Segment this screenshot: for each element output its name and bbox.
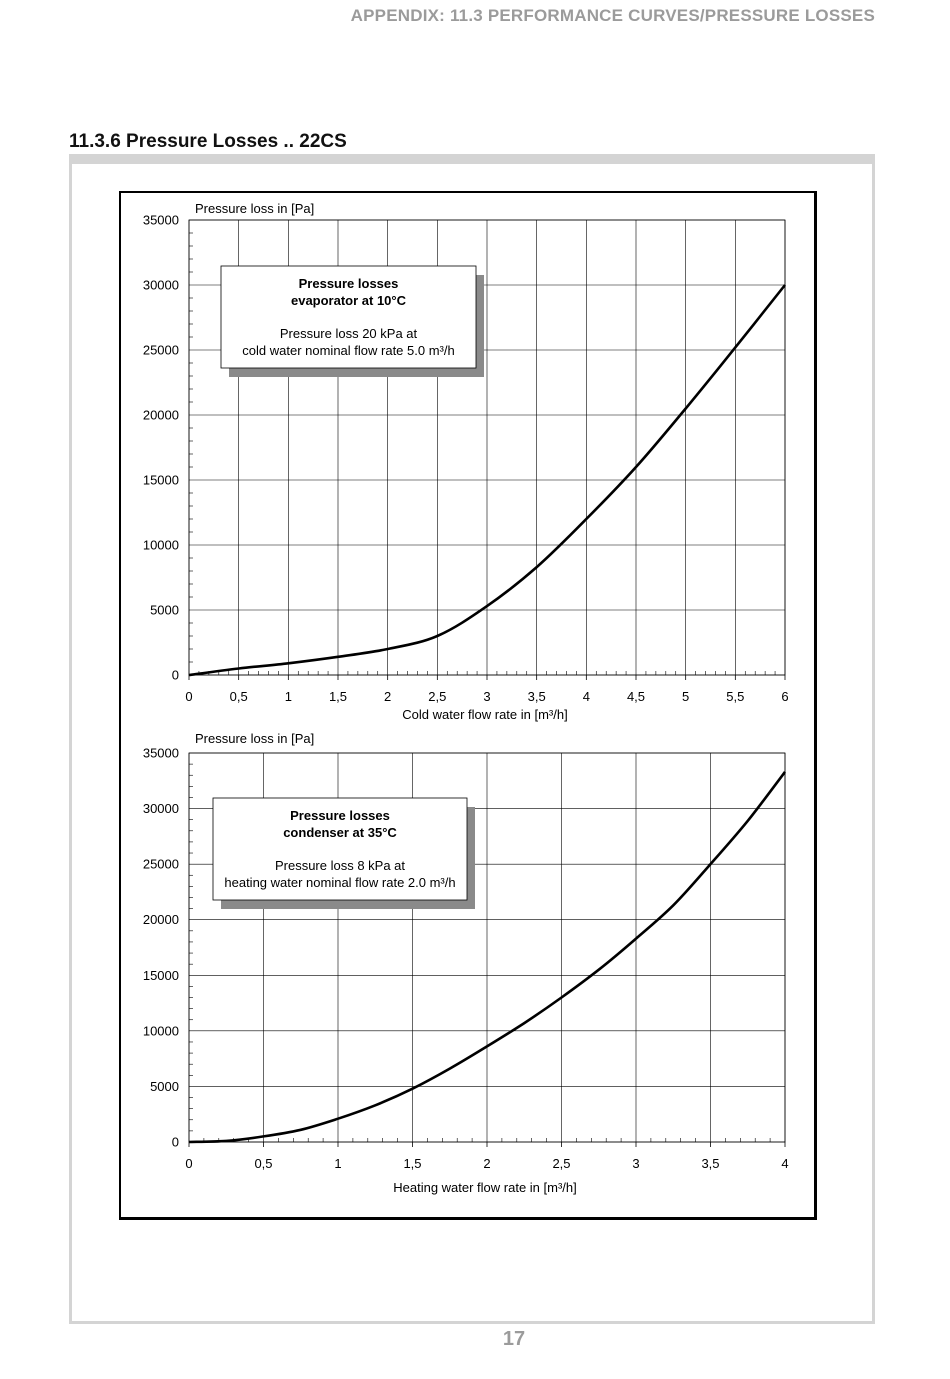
chart1-x-tick-label: 6 [781,689,789,704]
chart2-y-tick-label: 25000 [142,856,179,872]
chart2-x-tick-label: 3,5 [701,1156,720,1171]
chart2-y-tick-label: 5000 [150,1078,179,1094]
chart2-x-tick-label: 1,5 [403,1156,422,1171]
page-header: APPENDIX: 11.3 PERFORMANCE CURVES/PRESSURE LOSSES [350,6,875,25]
chart2-annotation-note: heating water nominal flow rate 2.0 m³/h [224,875,456,890]
chart2-x-tick-label: 4 [781,1156,789,1171]
chart1-x-tick-label: 4,5 [626,689,646,704]
chart1-annotation-title: evaporator at 10°C [290,293,407,308]
chart2-y-tick-label: 30000 [142,801,179,817]
chart1-x-tick-label: 3 [483,689,491,704]
chart2-annotation-note: Pressure loss 8 kPa at [274,858,406,873]
chart1-x-tick-label: 2 [384,689,392,704]
chart1-x-tick-label: 5 [682,689,690,704]
chart2-x-tick-label: 0,5 [254,1156,273,1171]
chart1-annotation-note: Pressure loss 20 kPa at [279,326,418,341]
chart2-x-axis-label: Heating water flow rate in [m³/h] [393,1180,577,1195]
chart1-y-tick-label: 25000 [142,342,179,358]
chart1-annotation-title: Pressure losses [298,276,399,291]
chart1-x-tick-label: 1,5 [328,689,348,704]
chart2-y-tick-label: 35000 [142,745,179,761]
chart1-x-tick-label: 2,5 [428,689,447,704]
chart2-y-tick-label: 15000 [142,967,179,983]
chart2-annotation-title: Pressure losses [290,808,390,823]
page-number: 17 [502,1328,526,1350]
chart1-y-tick-label: 15000 [142,472,179,488]
chart2-x-tick-label: 2 [483,1156,491,1171]
chart1-x-tick-label: 0,5 [229,689,248,704]
chart1-x-tick-label: 4 [582,689,590,704]
chart1-annotation-note: cold water nominal flow rate 5.0 m³/h [242,343,455,358]
chart1-y-tick-label: 35000 [142,212,179,228]
chart1-y-tick-label: 5000 [150,602,179,618]
chart1-x-tick-label: 3,5 [527,689,546,704]
chart2-y-tick-label: 20000 [142,912,179,928]
chart2-annotation-title: condenser at 35°C [283,825,397,840]
section-title: 11.3.6 Pressure Losses .. 22CS [69,131,347,152]
chart2-y-tick-label: 10000 [142,1023,179,1039]
chart1-y-tick-label: 0 [171,667,179,683]
chart2-y-tick-label: 0 [171,1134,179,1150]
chart1-y-tick-label: 30000 [142,277,179,293]
chart2-x-tick-label: 1 [334,1156,342,1171]
chart1-x-tick-label: 1 [284,689,292,704]
chart1-y-axis-label: Pressure loss in [Pa] [195,201,315,216]
chart1-x-axis-label: Cold water flow rate in [m³/h] [402,707,568,722]
chart1-x-tick-label: 0 [185,689,193,704]
chart1-y-tick-label: 20000 [142,407,179,423]
chart1-y-tick-label: 10000 [142,537,179,553]
chart2-x-tick-label: 3 [632,1156,640,1171]
chart2-x-tick-label: 0 [185,1156,193,1171]
chart2-x-tick-label: 2,5 [552,1156,571,1171]
chart1-x-tick-label: 5,5 [726,689,745,704]
chart2-y-axis-label: Pressure loss in [Pa] [195,731,315,746]
